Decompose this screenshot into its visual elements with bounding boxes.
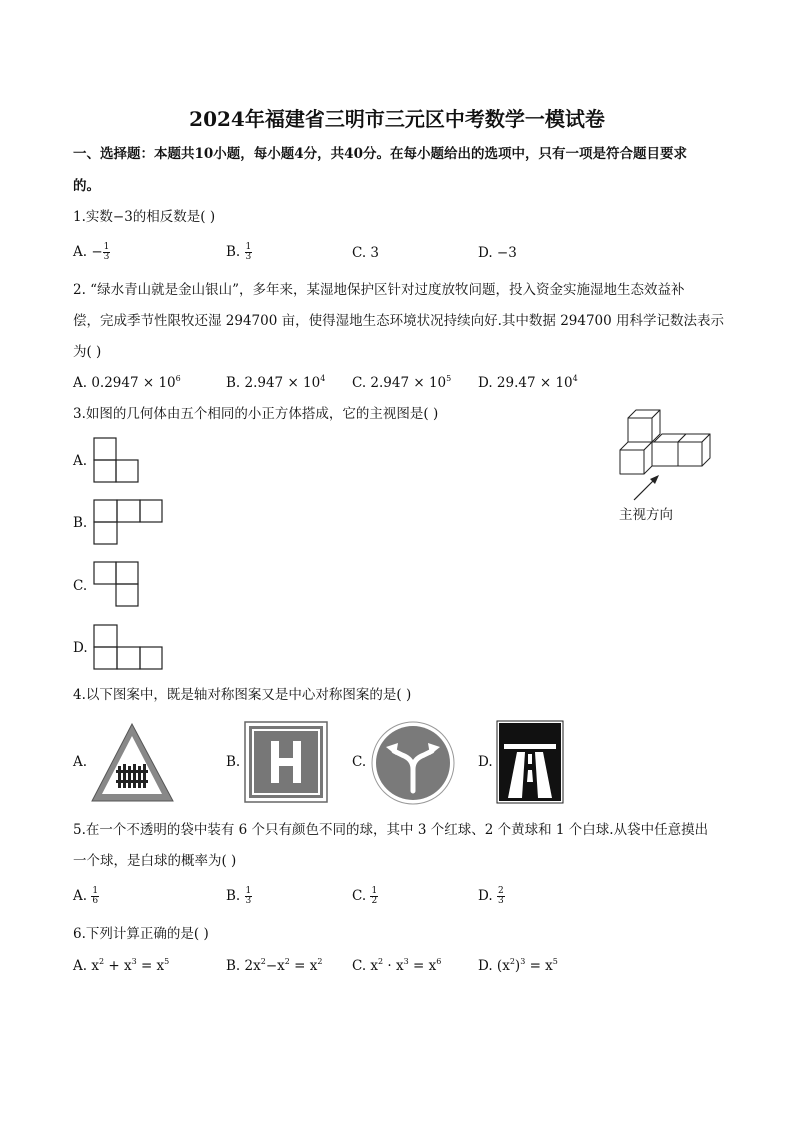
q4-option-c-label: C.: [352, 754, 367, 770]
q3-figure-caption: 主视方向: [619, 507, 673, 523]
q1-option-a: A. − $\frac{1}{3}$: [73, 242, 110, 262]
q5-b-fraction: $\frac{1}{3}$: [245, 886, 252, 906]
q5-option-c: C. $\frac{1}{2}$: [352, 886, 378, 906]
q3-option-d-grid: [94, 625, 162, 669]
q4-option-b-label: B.: [226, 754, 241, 770]
section-instructions-line1: 一、选择题：本题共10小题，每小题4分，共40分。在每小题给出的选项中，只有一项是符合题目要求: [73, 146, 687, 162]
q6-stem: 6.下列计算正确的是( ): [73, 926, 209, 942]
q5-a-fraction: $\frac{1}{6}$: [92, 886, 99, 906]
q3-option-d-label: D.: [73, 640, 88, 656]
q3-option-a-label: A.: [73, 453, 88, 469]
q4-option-a-label: A.: [73, 754, 88, 770]
q5-c-fraction: $\frac{1}{2}$: [371, 886, 378, 906]
q3-option-b-label: B.: [73, 515, 88, 531]
q2-option-d: D. $29.47 \times 10^4$: [478, 374, 578, 391]
q4-split-direction-sign-icon: [370, 721, 456, 805]
q4-motorway-sign-icon: [496, 720, 564, 804]
q1-b-fraction: $\frac{1}{3}$: [245, 242, 252, 262]
q1-option-d: D. −3: [478, 245, 517, 261]
q2-stem-line2: 偿，完成季节性限牧还湿 294700 亩，使得湿地生态环境状况持续向好.其中数据 294700 用科学记数法表示: [73, 313, 725, 329]
q4-option-d-label: D.: [478, 754, 493, 770]
q6-option-b: B. $2x^2-x^2 = x^2$: [226, 957, 323, 974]
q5-option-a: A. $\frac{1}{6}$: [73, 886, 99, 906]
q5-stem-line1: 5.在一个不透明的袋中装有 6 个只有颜色不同的球，其中 3 个红球、2 个黄球和 1 个白球.从袋中任意摸出: [73, 822, 709, 838]
page-title: 2024年福建省三明市三元区中考数学一模试卷: [189, 107, 605, 131]
q3-option-c-grid: [94, 562, 138, 606]
q2-option-c: C. $2.947 \times 10^5$: [352, 374, 452, 391]
q5-option-d: D. $\frac{2}{3}$: [478, 886, 504, 906]
q6-option-a: A. $x^2 + x^3 = x^5$: [73, 957, 170, 974]
q2-option-b: B. $2.947 \times 10^4$: [226, 374, 326, 391]
q6-option-d: D. $(x^2)^3 = x^5$: [478, 957, 558, 974]
q5-d-fraction: $\frac{2}{3}$: [497, 886, 504, 906]
q1-stem: 1.实数−3的相反数是( ): [73, 209, 216, 225]
q3-option-b-grid: [94, 500, 162, 544]
q2-stem-line1: 2. “绿水青山就是金山银山”，多年来，某湿地保护区针对过度放牧问题，投入资金实施湿地生态效益补: [73, 282, 685, 298]
q6-option-c: C. $x^2 \cdot x^3 = x^6$: [352, 957, 442, 974]
q1-option-b: B. $\frac{1}{3}$: [226, 242, 252, 262]
q2-stem-line3: 为( ): [73, 344, 102, 360]
q3-option-a-grid: [94, 438, 138, 482]
q2-option-a: A. $0.2947 \times 10^6$: [73, 374, 181, 391]
q4-stem: 4.以下图案中，既是轴对称图案又是中心对称图案的是( ): [73, 687, 412, 703]
q3-option-c-label: C.: [73, 578, 88, 594]
q1-option-c: C. 3: [352, 245, 380, 261]
q1-a-fraction: $\frac{1}{3}$: [103, 242, 110, 262]
q5-stem-line2: 一个球，是白球的概率为( ): [73, 853, 237, 869]
section-instructions-line2: 的。: [73, 178, 100, 194]
q5-option-b: B. $\frac{1}{3}$: [226, 886, 252, 906]
q3-stem: 3.如图的几何体由五个相同的小正方体搭成，它的主视图是( ): [73, 406, 439, 422]
q4-railway-warning-sign-icon: [90, 721, 175, 805]
q4-h-sign-icon: [244, 721, 328, 803]
